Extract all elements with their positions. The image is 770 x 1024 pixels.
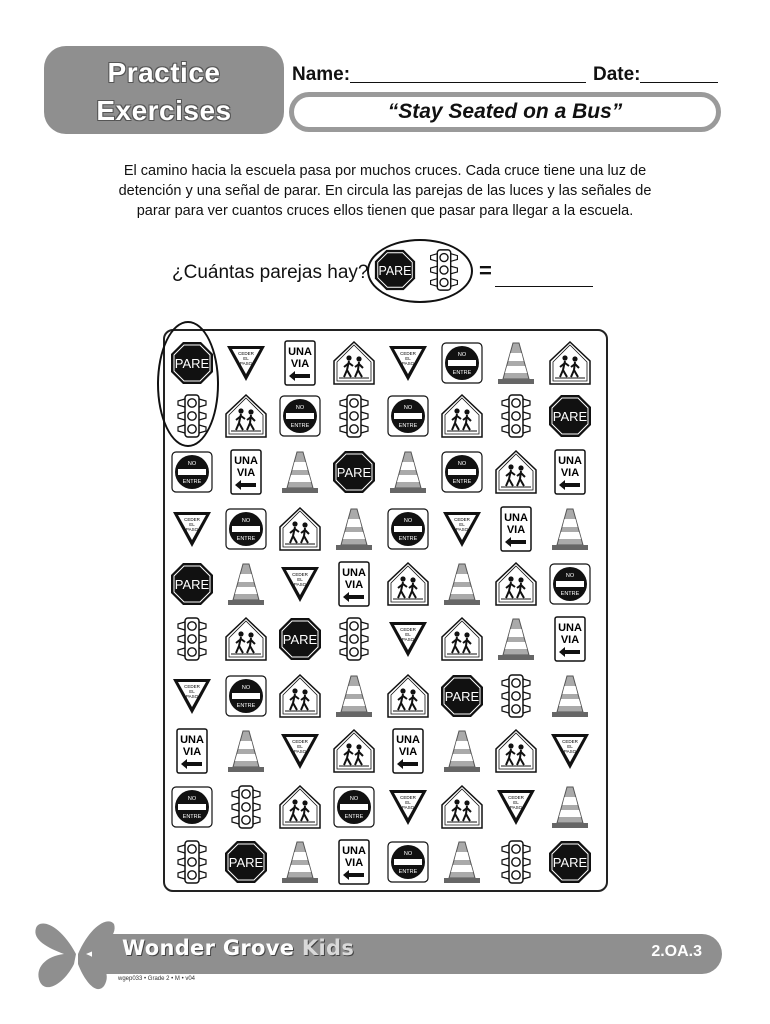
svg-text:EL: EL [243, 356, 249, 361]
svg-text:VIA: VIA [344, 857, 364, 869]
svg-text:VIA: VIA [236, 467, 256, 479]
svg-text:PASO: PASO [401, 361, 415, 366]
svg-text:NO: NO [403, 518, 413, 524]
yield-sign-icon[interactable] [168, 505, 216, 553]
school-crossing-sign-icon[interactable] [330, 727, 378, 775]
yield-sign-icon[interactable] [546, 727, 594, 775]
name-line[interactable] [350, 82, 586, 83]
svg-text:ENTRE: ENTRE [398, 869, 418, 875]
name-date-row [292, 62, 722, 86]
svg-text:PASO: PASO [509, 805, 523, 810]
svg-text:NO: NO [295, 405, 305, 411]
svg-text:UNA: UNA [558, 622, 582, 634]
svg-text:VIA: VIA [290, 358, 310, 370]
svg-text:ENTRE: ENTRE [236, 536, 256, 542]
svg-text:NO: NO [187, 796, 197, 802]
svg-text:CEDER: CEDER [184, 684, 200, 689]
school-crossing-sign-icon[interactable] [492, 560, 540, 608]
traffic-light-icon[interactable] [492, 672, 540, 720]
no-entry-sign-icon[interactable] [222, 505, 270, 553]
svg-text:ENTRE: ENTRE [452, 479, 472, 485]
svg-text:NO: NO [187, 461, 197, 467]
standard-code: 2.OA.3 [651, 943, 702, 960]
one-way-sign-icon[interactable] [330, 838, 378, 886]
no-entry-sign-icon[interactable] [384, 838, 432, 886]
svg-text:CEDER: CEDER [292, 572, 308, 577]
school-crossing-sign-icon[interactable] [384, 560, 432, 608]
stop-sign-icon[interactable] [546, 392, 594, 440]
school-crossing-sign-icon[interactable] [276, 672, 324, 720]
svg-text:CEDER: CEDER [400, 795, 416, 800]
no-entry-sign-icon[interactable] [276, 392, 324, 440]
no-entry-sign-icon[interactable] [168, 783, 216, 831]
svg-text:ENTRE: ENTRE [398, 536, 418, 542]
traffic-cone-icon[interactable] [276, 448, 324, 496]
svg-text:EL: EL [297, 577, 303, 582]
svg-text:NO: NO [457, 352, 467, 358]
svg-text:CEDER: CEDER [454, 517, 470, 522]
svg-text:EL: EL [459, 522, 465, 527]
badge-line-2: Exercises [96, 95, 232, 126]
traffic-cone-icon[interactable] [384, 448, 432, 496]
traffic-cone-icon[interactable] [330, 505, 378, 553]
svg-text:PARE: PARE [336, 465, 372, 480]
stop-sign-icon[interactable] [276, 615, 324, 663]
no-entry-sign-icon[interactable] [168, 448, 216, 496]
school-crossing-sign-icon[interactable] [276, 505, 324, 553]
answer-line[interactable] [495, 286, 593, 287]
svg-text:CEDER: CEDER [400, 351, 416, 356]
no-entry-sign-icon[interactable] [546, 560, 594, 608]
school-crossing-sign-icon[interactable] [384, 672, 432, 720]
svg-text:EL: EL [405, 800, 411, 805]
one-way-sign-icon[interactable] [384, 727, 432, 775]
no-entry-sign-icon[interactable] [222, 672, 270, 720]
yield-sign-icon[interactable] [222, 339, 270, 387]
traffic-light-icon[interactable] [222, 783, 270, 831]
traffic-light-icon[interactable] [492, 392, 540, 440]
svg-text:VIA: VIA [344, 579, 364, 591]
svg-text:EL: EL [189, 522, 195, 527]
yield-sign-icon[interactable] [384, 615, 432, 663]
svg-text:ENTRE: ENTRE [398, 423, 418, 429]
yield-sign-icon[interactable] [492, 783, 540, 831]
svg-text:ENTRE: ENTRE [290, 423, 310, 429]
traffic-cone-icon[interactable] [492, 339, 540, 387]
question-text: ¿Cuántas parejas hay? [172, 262, 369, 283]
stop-sign-icon[interactable] [330, 448, 378, 496]
one-way-sign-icon[interactable] [330, 560, 378, 608]
svg-text:NO: NO [241, 518, 251, 524]
traffic-cone-icon[interactable] [546, 672, 594, 720]
svg-text:VIA: VIA [182, 746, 202, 758]
svg-text:PARE: PARE [174, 356, 210, 371]
svg-text:UNA: UNA [558, 455, 582, 467]
svg-text:EL: EL [189, 689, 195, 694]
badge-line-1: Practice [107, 57, 221, 88]
svg-text:EL: EL [567, 744, 573, 749]
svg-text:ENTRE: ENTRE [344, 814, 364, 820]
svg-text:VIA: VIA [560, 634, 580, 646]
svg-text:UNA: UNA [504, 512, 528, 524]
svg-text:CEDER: CEDER [292, 739, 308, 744]
no-entry-sign-icon[interactable] [438, 339, 486, 387]
svg-text:UNA: UNA [396, 734, 420, 746]
no-entry-sign-icon[interactable] [384, 505, 432, 553]
svg-text:VIA: VIA [398, 746, 418, 758]
svg-text:PASO: PASO [401, 637, 415, 642]
svg-text:PASO: PASO [185, 694, 199, 699]
school-crossing-sign-icon[interactable] [330, 339, 378, 387]
svg-text:NO: NO [349, 796, 359, 802]
one-way-sign-icon[interactable] [546, 448, 594, 496]
traffic-cone-icon[interactable] [492, 615, 540, 663]
svg-text:PASO: PASO [239, 361, 253, 366]
no-entry-sign-icon[interactable] [330, 783, 378, 831]
svg-text:PARE: PARE [444, 689, 480, 704]
svg-text:ENTRE: ENTRE [182, 479, 202, 485]
svg-text:PASO: PASO [293, 749, 307, 754]
svg-text:UNA: UNA [234, 455, 258, 467]
school-crossing-sign-icon[interactable] [438, 615, 486, 663]
practice-exercises-badge [44, 46, 284, 134]
svg-text:PARE: PARE [174, 577, 210, 592]
svg-text:NO: NO [565, 573, 575, 579]
svg-text:CEDER: CEDER [400, 627, 416, 632]
one-way-sign-icon[interactable] [492, 505, 540, 553]
question-traffic-light-icon [421, 247, 467, 293]
school-crossing-sign-icon[interactable] [546, 339, 594, 387]
date-label: Date: [593, 64, 641, 85]
svg-text:NO: NO [403, 405, 413, 411]
stop-sign-icon[interactable] [438, 672, 486, 720]
svg-text:PARE: PARE [552, 855, 588, 870]
traffic-light-icon[interactable] [330, 615, 378, 663]
equals-sign: = [479, 258, 492, 283]
svg-text:NO: NO [241, 685, 251, 691]
yield-sign-icon[interactable] [276, 727, 324, 775]
example-pair-circle [157, 321, 219, 447]
svg-text:PARE: PARE [378, 263, 412, 278]
stop-sign-icon[interactable] [168, 560, 216, 608]
no-entry-sign-icon[interactable] [384, 392, 432, 440]
worksheet-title: “Stay Seated on a Bus” [289, 92, 721, 132]
school-crossing-sign-icon[interactable] [222, 392, 270, 440]
svg-text:ENTRE: ENTRE [560, 591, 580, 597]
traffic-light-icon[interactable] [168, 838, 216, 886]
brand-main: Wonder Grove [122, 936, 295, 960]
school-crossing-sign-icon[interactable] [438, 392, 486, 440]
brand-logo [122, 936, 354, 960]
svg-text:PARE: PARE [552, 409, 588, 424]
traffic-cone-icon[interactable] [546, 505, 594, 553]
svg-text:NO: NO [457, 461, 467, 467]
svg-text:VIA: VIA [506, 524, 526, 536]
brand-kids: Kids [301, 936, 355, 960]
svg-text:PASO: PASO [185, 527, 199, 532]
svg-text:PASO: PASO [455, 527, 469, 532]
svg-text:PASO: PASO [293, 582, 307, 587]
small-print: wgep033 • Grade 2 • M • v04 [118, 976, 196, 982]
traffic-cone-icon[interactable] [222, 560, 270, 608]
svg-text:VIA: VIA [560, 467, 580, 479]
instructions: El camino hacia la escuela pasa por muchos cruces. Cada cruce tiene una luz de detención y una señal de parar. En circula las parejas de las luces y las señales de parar para ver cuantos cruces ellos tienen que pasar para llegar a la escuela. [118, 163, 652, 219]
traffic-cone-icon[interactable] [438, 727, 486, 775]
svg-text:UNA: UNA [180, 734, 204, 746]
traffic-light-icon[interactable] [168, 615, 216, 663]
yield-sign-icon[interactable] [384, 783, 432, 831]
yield-sign-icon[interactable] [438, 505, 486, 553]
svg-text:NO: NO [403, 851, 413, 857]
traffic-cone-icon[interactable] [546, 783, 594, 831]
no-entry-sign-icon[interactable] [438, 448, 486, 496]
yield-sign-icon[interactable] [276, 560, 324, 608]
svg-text:EL: EL [513, 800, 519, 805]
traffic-cone-icon[interactable] [438, 560, 486, 608]
traffic-cone-icon[interactable] [330, 672, 378, 720]
svg-text:EL: EL [405, 356, 411, 361]
yield-sign-icon[interactable] [384, 339, 432, 387]
one-way-sign-icon[interactable] [276, 339, 324, 387]
school-crossing-sign-icon[interactable] [438, 783, 486, 831]
svg-text:CEDER: CEDER [562, 739, 578, 744]
stop-sign-icon[interactable] [222, 838, 270, 886]
svg-text:UNA: UNA [288, 346, 312, 358]
question-stop-sign-icon [372, 247, 418, 293]
svg-text:CEDER: CEDER [184, 517, 200, 522]
traffic-light-icon[interactable] [492, 838, 540, 886]
svg-text:UNA: UNA [342, 567, 366, 579]
school-crossing-sign-icon[interactable] [492, 727, 540, 775]
svg-text:PARE: PARE [228, 855, 264, 870]
svg-text:EL: EL [297, 744, 303, 749]
school-crossing-sign-icon[interactable] [276, 783, 324, 831]
svg-text:CEDER: CEDER [238, 351, 254, 356]
traffic-cone-icon[interactable] [438, 838, 486, 886]
svg-text:ENTRE: ENTRE [182, 814, 202, 820]
date-line[interactable] [640, 82, 718, 83]
stop-sign-icon[interactable] [546, 838, 594, 886]
traffic-cone-icon[interactable] [222, 727, 270, 775]
svg-text:PASO: PASO [401, 805, 415, 810]
svg-text:ENTRE: ENTRE [236, 703, 256, 709]
svg-text:UNA: UNA [342, 845, 366, 857]
svg-text:EL: EL [405, 632, 411, 637]
traffic-light-icon[interactable] [330, 392, 378, 440]
one-way-sign-icon[interactable] [168, 727, 216, 775]
school-crossing-sign-icon[interactable] [222, 615, 270, 663]
svg-text:PASO: PASO [563, 749, 577, 754]
yield-sign-icon[interactable] [168, 672, 216, 720]
school-crossing-sign-icon[interactable] [492, 448, 540, 496]
one-way-sign-icon[interactable] [222, 448, 270, 496]
name-label: Name: [292, 64, 351, 85]
svg-text:ENTRE: ENTRE [452, 370, 472, 376]
one-way-sign-icon[interactable] [546, 615, 594, 663]
svg-text:PARE: PARE [282, 632, 318, 647]
svg-text:CEDER: CEDER [508, 795, 524, 800]
traffic-cone-icon[interactable] [276, 838, 324, 886]
